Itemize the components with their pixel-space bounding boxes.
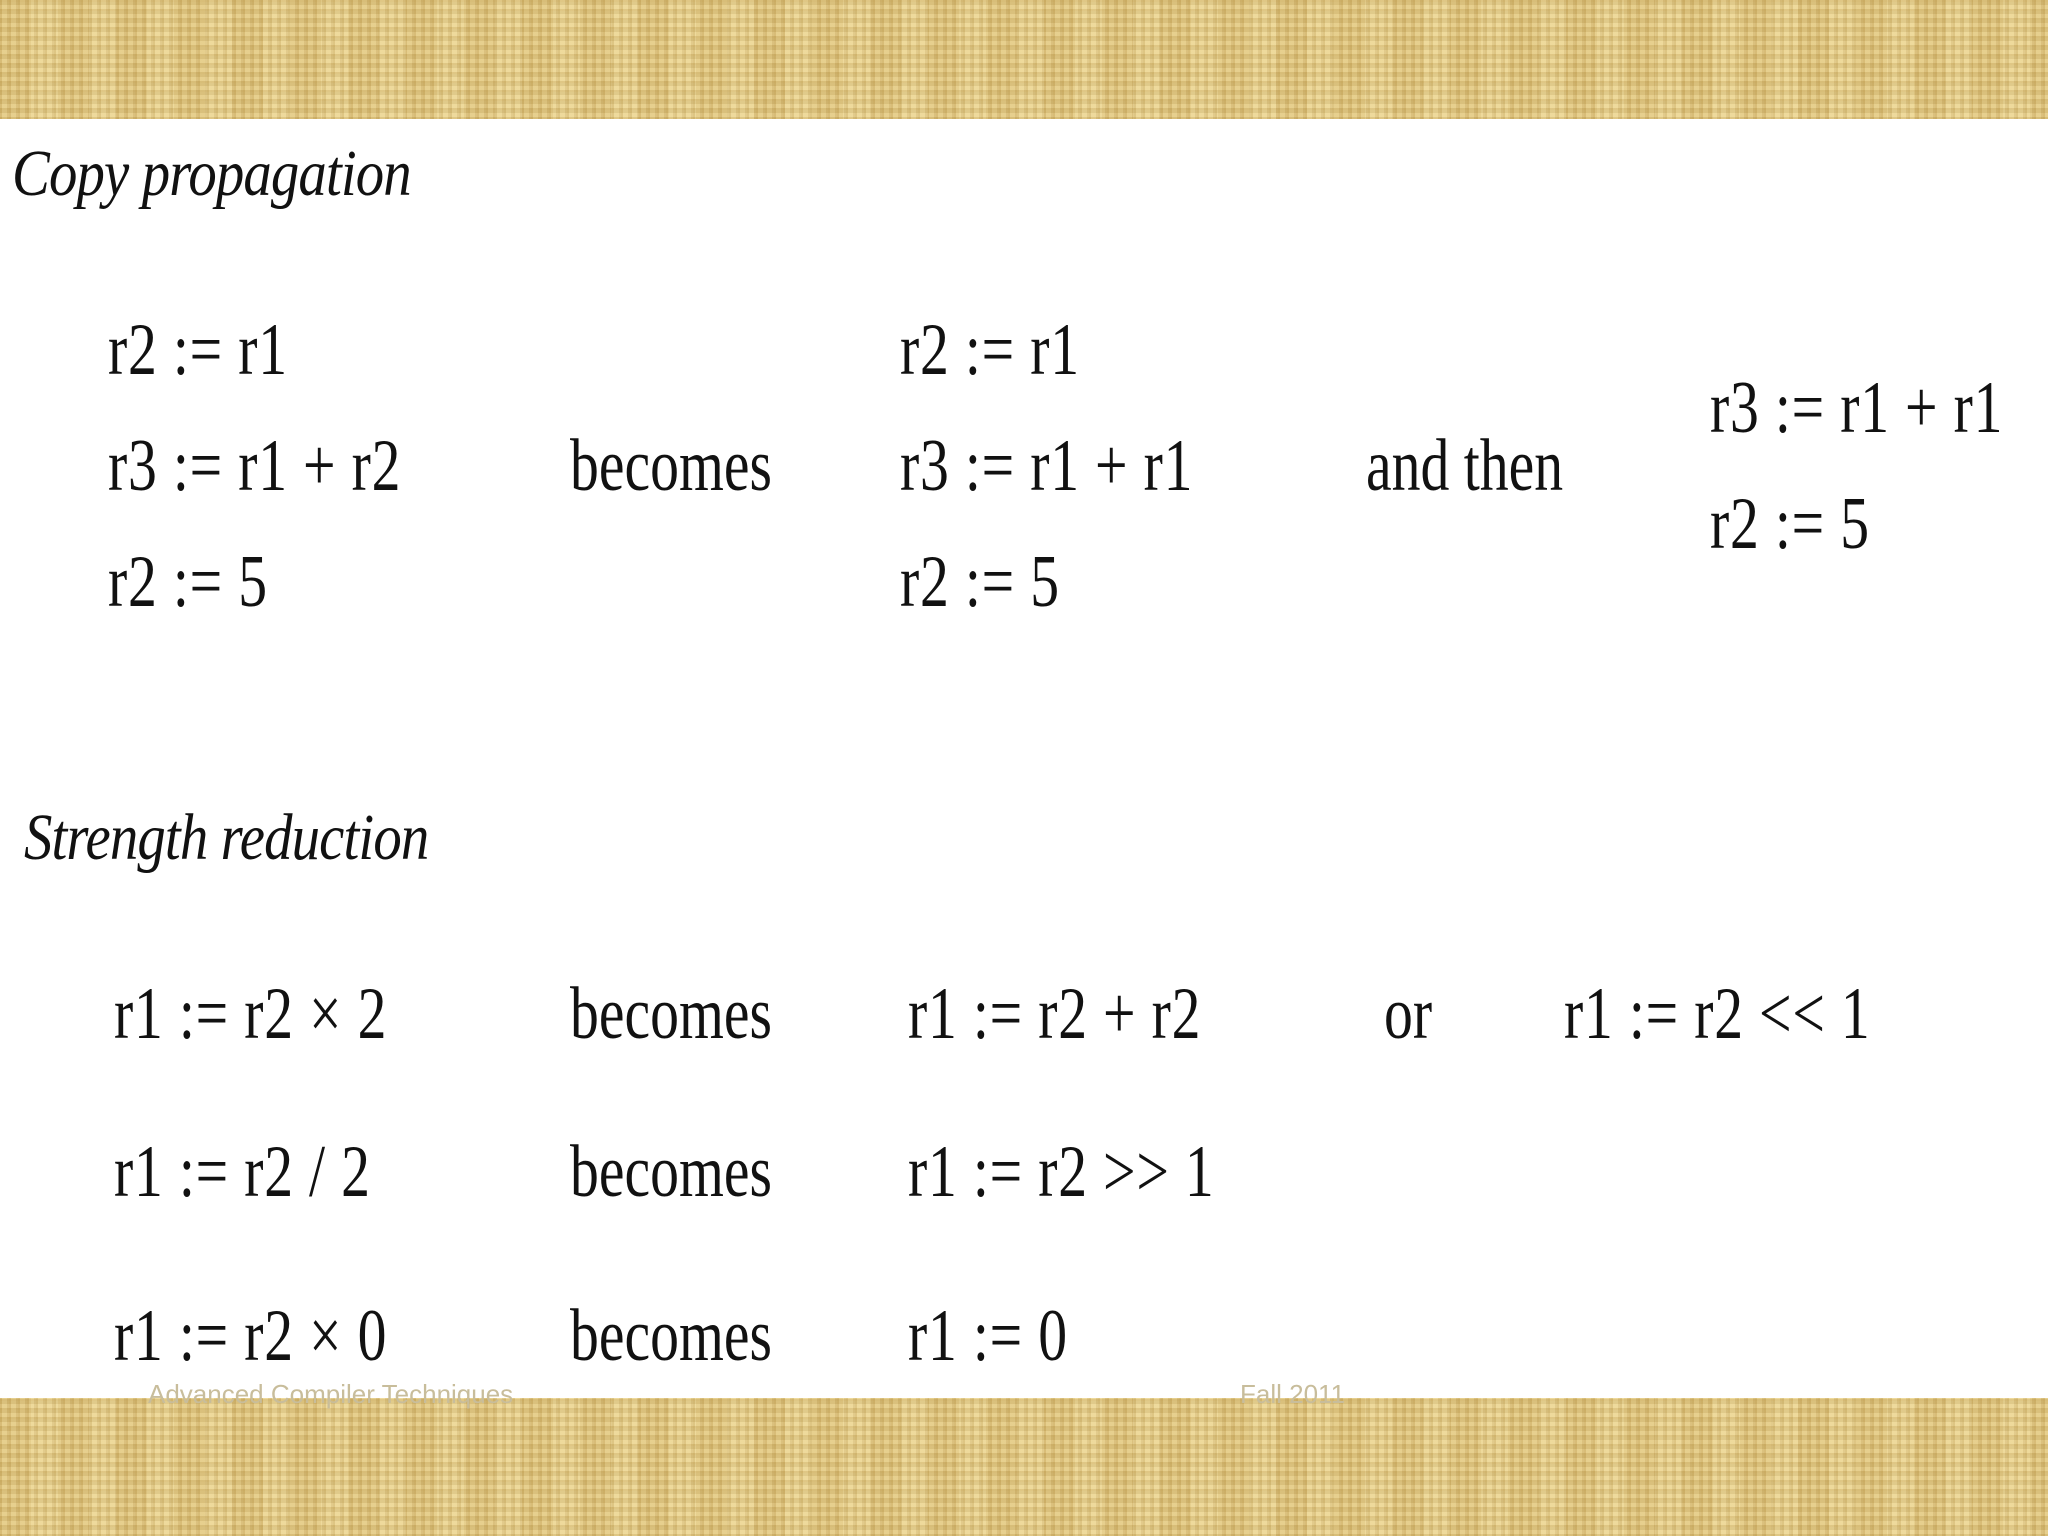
sr-row-1-becomes: becomes bbox=[570, 973, 772, 1055]
cp-final-line-1: r3 := r1 + r1 bbox=[1710, 367, 2004, 449]
cp-final-line-2: r2 := 5 bbox=[1710, 483, 1870, 565]
sr-row-3-becomes: becomes bbox=[570, 1295, 772, 1377]
cp-after-line-2: r3 := r1 + r1 bbox=[900, 425, 1194, 507]
slide-content bbox=[0, 119, 2048, 1398]
cp-becomes-label: becomes bbox=[570, 425, 772, 507]
sr-row-2-result: r1 := r2 >> 1 bbox=[908, 1131, 1215, 1213]
cp-and-then-label: and then bbox=[1366, 425, 1564, 507]
footer-course-title: Advanced Compiler Techniques bbox=[148, 1379, 514, 1409]
sr-row-3-expr: r1 := r2 × 0 bbox=[114, 1295, 388, 1377]
footer-term: Fall 2011 bbox=[1240, 1379, 1346, 1409]
sr-row-1-or-label: or bbox=[1384, 973, 1433, 1055]
cp-before-line-2: r3 := r1 + r2 bbox=[108, 425, 402, 507]
sr-row-2-expr: r1 := r2 / 2 bbox=[114, 1131, 371, 1213]
top-decorative-band bbox=[0, 0, 2048, 119]
copy-propagation-heading: Copy propagation bbox=[12, 137, 411, 210]
bottom-decorative-band bbox=[0, 1398, 2048, 1536]
sr-row-2-becomes: becomes bbox=[570, 1131, 772, 1213]
cp-before-line-1: r2 := r1 bbox=[108, 309, 288, 391]
strength-reduction-heading: Strength reduction bbox=[24, 801, 429, 874]
cp-after-line-1: r2 := r1 bbox=[900, 309, 1080, 391]
sr-row-1-expr: r1 := r2 × 2 bbox=[114, 973, 388, 1055]
sr-row-3-result: r1 := 0 bbox=[908, 1295, 1068, 1377]
sr-row-1-alt: r1 := r2 << 1 bbox=[1564, 973, 1871, 1055]
sr-row-1-result: r1 := r2 + r2 bbox=[908, 973, 1202, 1055]
cp-before-line-3: r2 := 5 bbox=[108, 541, 268, 623]
cp-after-line-3: r2 := 5 bbox=[900, 541, 1060, 623]
